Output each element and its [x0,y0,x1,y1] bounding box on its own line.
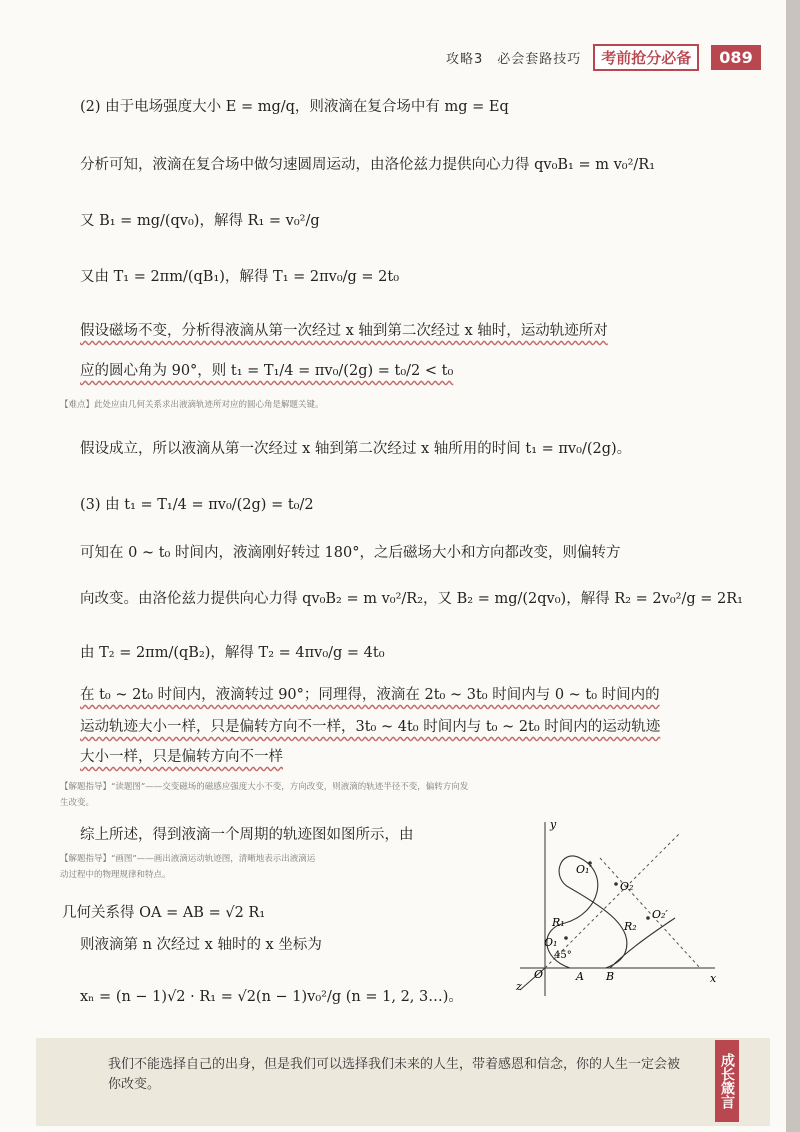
text-line: 又由 T₁ = 2πm/(qB₁)，解得 T₁ = 2πv₀/g = 2t₀ [80,269,400,285]
label-z: z [516,980,522,993]
page-edge [786,0,800,1132]
text-line: 分析可知，液滴在复合场中做匀速圆周运动，由洛伦兹力提供向心力得 qv₀B₁ = m v₀²/R₁ [80,157,656,173]
text-line: (3) 由 t₁ = T₁/4 = πv₀/(2g) = t₀/2 [80,497,314,513]
label-o: O [534,968,544,981]
section-title: 攻略3 必会套路技巧 [446,52,582,67]
annotation-note: 生改变。 [60,798,95,808]
label-o2-prime: O₂′ [652,908,668,921]
text-line: 应的圆心角为 90°，则 t₁ = T₁/4 = πv₀/(2g) = t₀/2 < t₀ [80,363,454,379]
dashed-line [545,833,680,968]
text-line: 可知在 0 ~ t₀ 时间内，液滴刚好转过 180°，之后磁场大小和方向都改变，则偏转方 [80,545,621,561]
text-line: 又 B₁ = mg/(qv₀)，解得 R₁ = v₀²/g [80,213,320,229]
center-dot [614,882,618,886]
text-line: 向改变。由洛伦兹力提供向心力得 qv₀B₂ = m v₀²/R₂，又 B₂ = mg/(2qv₀)，解得 R₂ = 2v₀²/g = 2R₁ [80,591,743,607]
footer-tag: 成长箴言 [715,1040,739,1122]
label-o1-prime: O₁′ [576,863,592,876]
center-dot [564,936,568,940]
label-o1: O₁ [544,936,558,949]
annotation-note: 【解题指导】“画图”——画出液滴运动轨迹图，清晰地表示出液滴运 [60,854,316,864]
text-line: (2) 由于电场强度大小 E = mg/q，则液滴在复合场中有 mg = Eq [80,99,509,115]
text-line: 在 t₀ ~ 2t₀ 时间内，液滴转过 90°；同理得，液滴在 2t₀ ~ 3t₀ 时间内与 0 ~ t₀ 时间内的 [80,687,660,703]
label-o2: O₂ [620,880,634,893]
text-line: 假设成立，所以液滴从第一次经过 x 轴到第二次经过 x 轴所用的时间 t₁ = πv₀/(2g)。 [80,441,632,457]
annotation-note: 【难点】此处应由几何关系求出液滴轨迹所对应的圆心角是解题关键。 [60,400,324,410]
label-r1: R₁ [552,916,565,929]
text-line: 由 T₂ = 2πm/(qB₂)，解得 T₂ = 4πv₀/g = 4t₀ [80,645,385,661]
page-header [446,44,761,71]
annotation-note: 【解题指导】“读题图”——交变磁场的磁感应强度大小不变，方向改变，则液滴的轨迹半径不变，偏转方向发 [60,782,469,792]
text-line: 大小一样，只是偏转方向不一样 [80,749,283,765]
text-line: 综上所述，得到液滴一个周期的轨迹图如图所示，由 [80,827,414,843]
label-a: A [576,970,584,983]
annotation-note: 动过程中的物理规律和特点。 [60,870,171,880]
label-x: x [710,972,717,985]
header-tip-badge: 考前抢分必备 [593,44,699,71]
text-line: xₙ = (n − 1)√2 · R₁ = √2(n − 1)v₀²/g (n = 1, 2, 3…)。 [80,989,463,1005]
label-b: B [606,970,615,983]
text-line: 几何关系得 OA = AB = √2 R₁ [62,905,266,921]
page-number: 089 [711,45,760,70]
text-line: 则液滴第 n 次经过 x 轴时的 x 坐标为 [80,937,322,953]
center-dot [646,916,650,920]
text-line: 假设磁场不变，分析得液滴从第一次经过 x 轴到第二次经过 x 轴时，运动轨迹所对 [80,323,608,339]
label-angle: 45° [554,950,572,961]
footer-motto: 我们不能选择自己的出身，但是我们可以选择我们未来的人生，带着感恩和信念，你的人生一定会被你改变。 [108,1057,681,1092]
label-r2: R₂ [624,920,637,933]
text-line: 运动轨迹大小一样，只是偏转方向不一样，3t₀ ~ 4t₀ 时间内与 t₀ ~ 2t₀ 时间内的运动轨迹 [80,719,661,735]
dashed-line [600,858,700,968]
label-y: y [550,818,557,831]
trajectory-figure [500,818,730,998]
